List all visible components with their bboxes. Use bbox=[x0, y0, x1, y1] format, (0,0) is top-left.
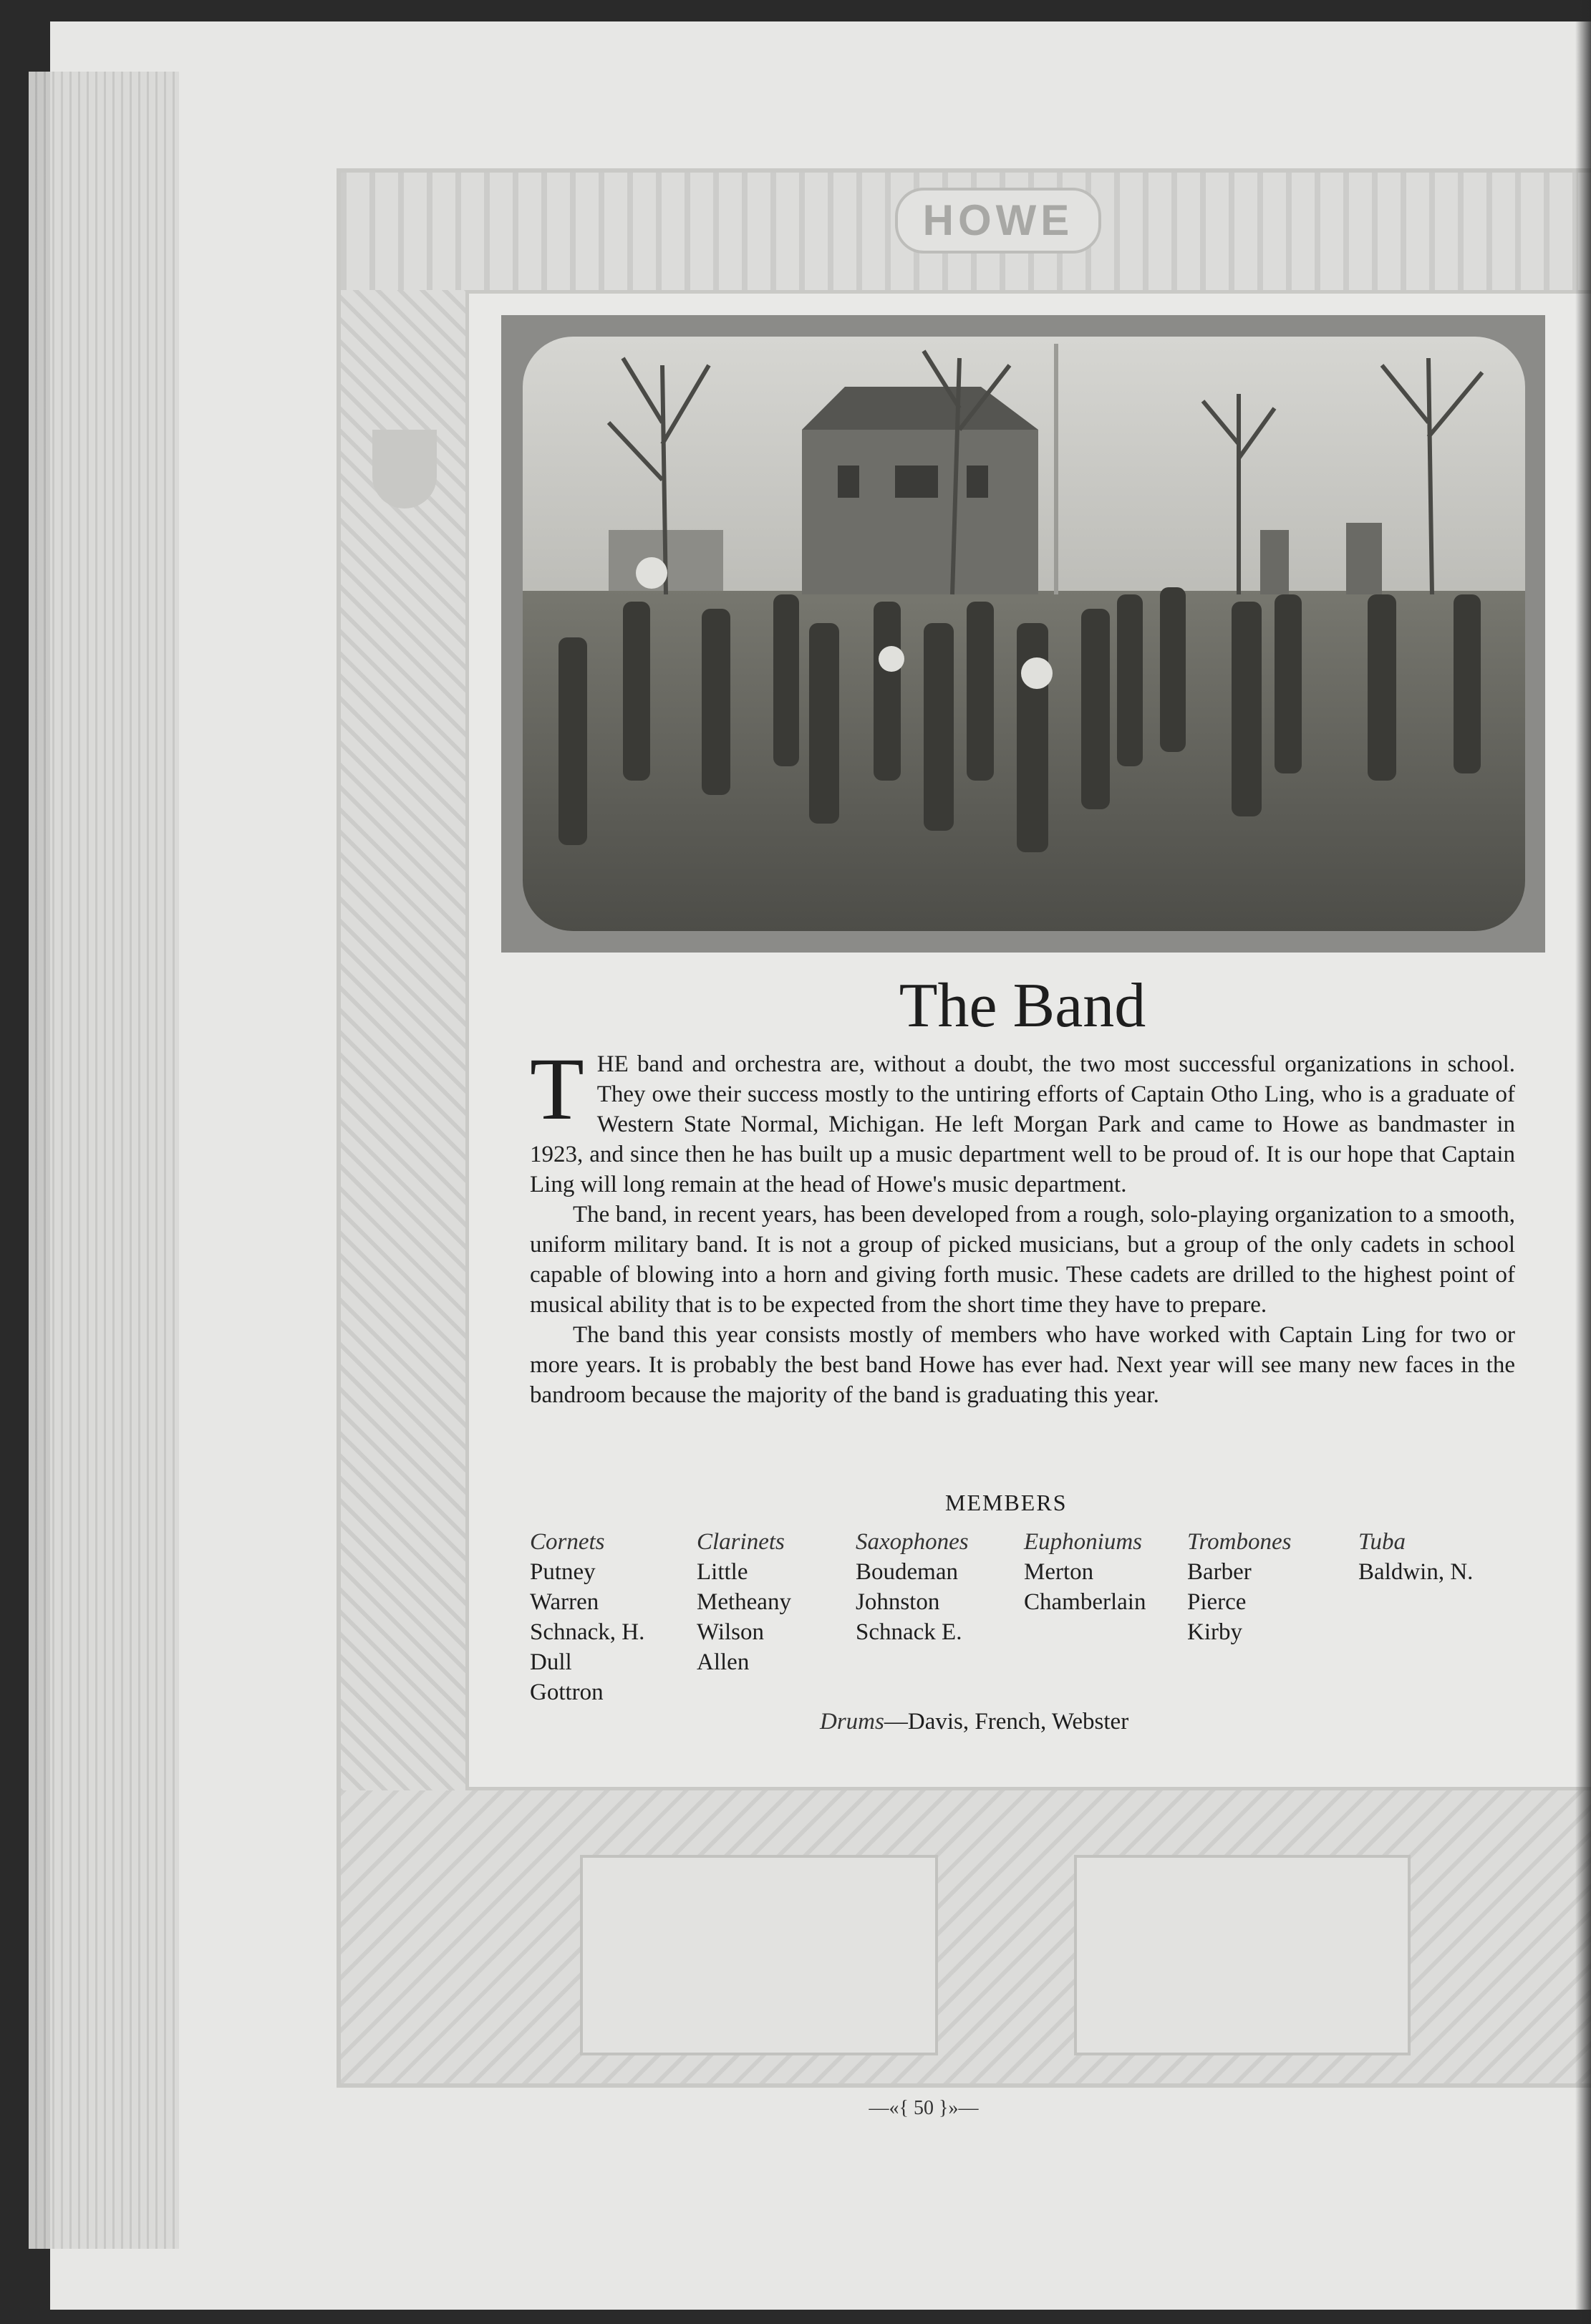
member-name: Warren bbox=[530, 1589, 599, 1615]
page-number-value: 50 bbox=[914, 2097, 934, 2119]
member-name: Barber bbox=[1187, 1559, 1252, 1585]
intro-paragraph-3: The band this year consists mostly of members who have worked with Captain Ling for two or more years. It is probably the best band Howe has ever had. Next year will see many new faces in the bandroom because the majority of the band is graduating this year. bbox=[530, 1322, 1515, 1408]
page-stack-edges bbox=[29, 72, 179, 2249]
section-heading: Euphoniums bbox=[1024, 1529, 1142, 1555]
frame-header-label: HOWE bbox=[895, 188, 1101, 254]
section-euphoniums bbox=[1024, 1527, 1146, 1617]
member-name: Chamberlain bbox=[1024, 1589, 1146, 1615]
section-saxophones bbox=[856, 1527, 969, 1647]
section-cornets bbox=[530, 1527, 644, 1707]
section-heading: Tuba bbox=[1358, 1529, 1406, 1555]
member-name: Pierce bbox=[1187, 1589, 1247, 1615]
drums-line bbox=[820, 1707, 1128, 1737]
band-photo bbox=[523, 337, 1525, 931]
section-heading: Clarinets bbox=[697, 1529, 785, 1555]
page-number bbox=[773, 2097, 1074, 2120]
folio-ornament-right: }»— bbox=[939, 2097, 979, 2119]
page-title: The Band bbox=[899, 971, 1146, 1041]
member-name: Boudeman bbox=[856, 1559, 958, 1585]
members-heading: MEMBERS bbox=[945, 1490, 1068, 1515]
member-name: Schnack, H. bbox=[530, 1619, 645, 1645]
member-name: Dull bbox=[530, 1649, 572, 1675]
intro-paragraph-1: HE band and orchestra are, without a doubt, the two most successful organizations in school. They owe their success mostly to the untiring efforts of Captain Otho Ling, who is a graduate of Western State Normal, Michigan. He left Morgan Park and came to Howe as bandmaster in 1923, and since then he has built up a music department well to be proud of. It is our hope that Captain Ling will long remain at the head of Howe's music department. bbox=[530, 1051, 1515, 1197]
crest-icon bbox=[372, 430, 437, 508]
drums-label: Drums bbox=[820, 1709, 884, 1735]
member-name: Allen bbox=[697, 1649, 750, 1675]
member-name: Gottron bbox=[530, 1679, 604, 1705]
drop-cap: T bbox=[530, 1040, 584, 1138]
building-vignette-panel bbox=[1074, 1855, 1411, 2055]
band-photo-image bbox=[523, 337, 1525, 931]
member-name: Kirby bbox=[1187, 1619, 1242, 1645]
member-name: Putney bbox=[530, 1559, 596, 1585]
member-name: Merton bbox=[1024, 1559, 1094, 1585]
member-name: Metheany bbox=[697, 1589, 791, 1615]
member-name: Baldwin, N. bbox=[1358, 1559, 1474, 1585]
section-tuba bbox=[1358, 1527, 1473, 1587]
member-name: Schnack E. bbox=[856, 1619, 962, 1645]
section-heading: Cornets bbox=[530, 1529, 605, 1555]
folio-ornament-left: —«{ bbox=[869, 2097, 909, 2119]
cannon-vignette-panel bbox=[580, 1855, 938, 2055]
intro-paragraph-2: The band, in recent years, has been developed from a rough, solo-playing organization to a smooth, uniform military band. It is not a group of picked musicians, but a group of the only cadets in school capable of blowing into a horn and giving forth music. These cadets are drilled to the highest point of musical ability that is to be expected from the short time they have to prepare. bbox=[530, 1202, 1515, 1318]
member-name: Johnston bbox=[856, 1589, 940, 1615]
drums-names: —Davis, French, Webster bbox=[884, 1709, 1129, 1735]
section-heading: Saxophones bbox=[856, 1529, 969, 1555]
binding-shadow bbox=[1575, 0, 1591, 2324]
section-trombones bbox=[1187, 1527, 1291, 1647]
member-name: Little bbox=[697, 1559, 748, 1585]
section-clarinets bbox=[697, 1527, 791, 1677]
intro-body bbox=[530, 1040, 1515, 1410]
section-heading: Trombones bbox=[1187, 1529, 1292, 1555]
member-name: Wilson bbox=[697, 1619, 765, 1645]
